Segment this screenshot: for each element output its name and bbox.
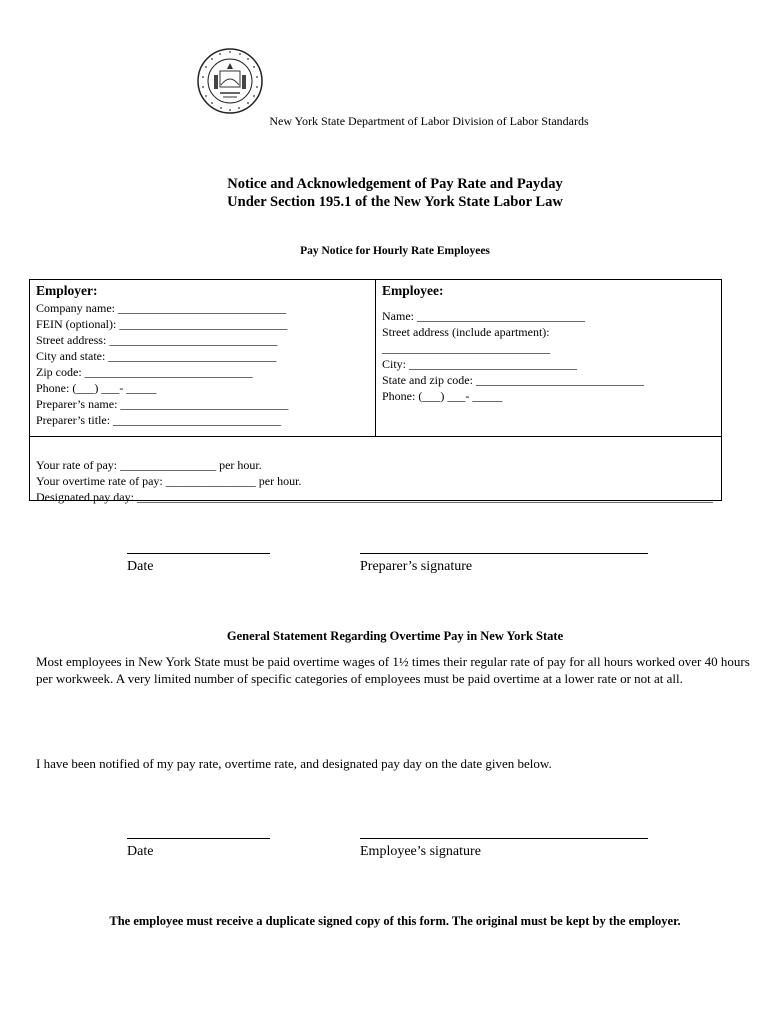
employee-state-zip-field[interactable]: State and zip code: ____________________________ bbox=[382, 373, 644, 387]
preparer-signature-label: Preparer’s signature bbox=[360, 559, 473, 574]
department-name: New York State Department of Labor Division of Labor Standards bbox=[269, 114, 589, 128]
pay-notice-form bbox=[29, 279, 722, 504]
employer-street-field[interactable]: Street address: ____________________________ bbox=[36, 333, 278, 347]
section-divider bbox=[30, 436, 721, 437]
employee-city-field[interactable]: City: ____________________________ bbox=[382, 357, 578, 371]
employee-name-field[interactable]: Name: ____________________________ bbox=[382, 309, 585, 323]
employee-date-line[interactable] bbox=[127, 838, 270, 839]
preparer-date-label: Date bbox=[127, 559, 154, 574]
fein-field[interactable]: FEIN (optional): ____________________________ bbox=[36, 317, 288, 331]
employee-date-label: Date bbox=[127, 844, 154, 859]
employee-phone-field[interactable]: Phone: (___) ___- _____ bbox=[382, 389, 503, 403]
form-title-line2: Under Section 195.1 of the New York State Labor Law bbox=[227, 194, 563, 210]
employee-heading: Employee: bbox=[382, 283, 444, 298]
acknowledgement-text: I have been notified of my pay rate, overtime rate, and designated pay day on the date given below. bbox=[36, 756, 552, 771]
footer-notice: The employee must receive a duplicate signed copy of this form. The original must be kept by the employer. bbox=[109, 914, 681, 928]
employee-section bbox=[382, 282, 712, 404]
overtime-rate-field[interactable]: Your overtime rate of pay: _______________ per hour. bbox=[36, 474, 302, 488]
employee-signature-line[interactable] bbox=[360, 838, 648, 839]
overtime-statement-body: Most employees in New York State must be paid overtime wages of 1½ times their regular rate of pay for all hours worked over 40 hours per workweek. A very limited number of specific categories of employees must be paid overtime at a lower rate or not at all. bbox=[36, 654, 750, 686]
form-subtitle: Pay Notice for Hourly Rate Employees bbox=[300, 245, 490, 257]
employer-zip-field[interactable]: Zip code: ____________________________ bbox=[36, 365, 253, 379]
column-divider bbox=[375, 280, 376, 436]
preparer-signature-line[interactable] bbox=[360, 553, 648, 554]
employee-signature-label: Employee’s signature bbox=[360, 844, 481, 859]
pay-section bbox=[36, 457, 716, 505]
company-name-field[interactable]: Company name: ____________________________ bbox=[36, 301, 286, 315]
employee-street-field[interactable]: ____________________________ bbox=[382, 341, 550, 355]
rate-of-pay-field[interactable]: Your rate of pay: ________________ per hour. bbox=[36, 458, 262, 472]
designated-payday-field[interactable]: Designated pay day: ________________________________________________________________________________________________ bbox=[36, 490, 713, 504]
employee-street-label: Street address (include apartment): bbox=[382, 325, 550, 339]
employer-section bbox=[36, 282, 366, 428]
overtime-statement-title: General Statement Regarding Overtime Pay in New York State bbox=[226, 629, 564, 643]
employer-heading: Employer: bbox=[36, 283, 98, 298]
employer-phone-field[interactable]: Phone: (___) ___- _____ bbox=[36, 381, 157, 395]
employer-city-state-field[interactable]: City and state: ____________________________ bbox=[36, 349, 277, 363]
preparer-title-field[interactable]: Preparer’s title: ____________________________ bbox=[36, 413, 282, 427]
form-title-line1: Notice and Acknowledgement of Pay Rate and Payday bbox=[227, 176, 563, 192]
department-seal bbox=[196, 47, 264, 115]
preparer-date-line[interactable] bbox=[127, 553, 270, 554]
preparer-name-field[interactable]: Preparer’s name: ____________________________ bbox=[36, 397, 289, 411]
